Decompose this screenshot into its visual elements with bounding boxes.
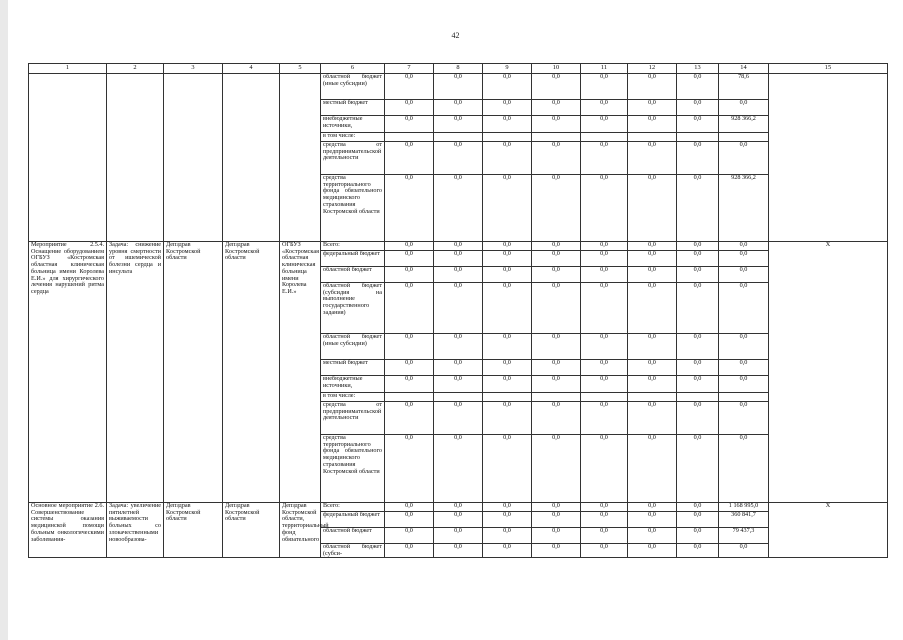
value-cell: 0,0 — [434, 242, 483, 251]
column-header: 10 — [532, 64, 581, 74]
column-header: 14 — [719, 64, 769, 74]
value-cell: 0,0 — [434, 74, 483, 100]
value-cell: 0,0 — [628, 360, 677, 376]
empty-cell — [164, 74, 223, 242]
value-cell: 0,0 — [434, 175, 483, 242]
value-cell: 0,0 — [532, 74, 581, 100]
value-cell: 0,0 — [628, 116, 677, 133]
funding-source: Всего: — [321, 242, 385, 251]
value-cell: 0,0 — [532, 528, 581, 544]
value-cell: 0,0 — [483, 74, 532, 100]
funding-source: в том числе: — [321, 393, 385, 402]
value-cell: 78,6 — [719, 74, 769, 100]
value-cell: 0,0 — [532, 544, 581, 558]
funding-source: средства от предпринимательской деятельности — [321, 142, 385, 175]
column-header: 7 — [385, 64, 434, 74]
value-cell: 0,0 — [483, 116, 532, 133]
funding-source: областной бюджет (субси- — [321, 544, 385, 558]
value-cell: 0,0 — [581, 116, 628, 133]
value-cell: 0,0 — [628, 376, 677, 393]
value-cell: 0,0 — [385, 376, 434, 393]
funding-source: областной бюджет (иные субсидии) — [321, 334, 385, 360]
value-cell: 0,0 — [434, 267, 483, 283]
column-header: 6 — [321, 64, 385, 74]
value-cell: 0,0 — [628, 334, 677, 360]
value-cell: 0,0 — [483, 544, 532, 558]
value-cell: 1 168 995,0 — [719, 503, 769, 512]
empty-cell — [29, 74, 107, 242]
value-cell: 0,0 — [532, 435, 581, 503]
value-cell: 0,0 — [483, 376, 532, 393]
page-number: 42 — [451, 31, 460, 40]
value-cell: 0,0 — [719, 334, 769, 360]
value-cell: 928 366,2 — [719, 116, 769, 133]
value-cell: 0,0 — [434, 402, 483, 435]
value-cell: 0,0 — [483, 242, 532, 251]
value-cell: 0,0 — [385, 242, 434, 251]
value-cell: 0,0 — [483, 503, 532, 512]
value-cell: 0,0 — [532, 100, 581, 116]
value-cell: 0,0 — [677, 544, 719, 558]
value-cell: 0,0 — [581, 544, 628, 558]
column-header: 3 — [164, 64, 223, 74]
value-cell: 0,0 — [628, 528, 677, 544]
value-cell: 0,0 — [385, 544, 434, 558]
value-cell: 0,0 — [677, 74, 719, 100]
value-cell: 0,0 — [483, 528, 532, 544]
value-cell: 0,0 — [434, 503, 483, 512]
value-cell: 0,0 — [385, 503, 434, 512]
value-cell: 0,0 — [628, 242, 677, 251]
value-cell: 0,0 — [483, 251, 532, 267]
value-cell: 0,0 — [719, 267, 769, 283]
value-cell: 0,0 — [532, 242, 581, 251]
value-cell: 0,0 — [677, 528, 719, 544]
value-cell: 0,0 — [581, 435, 628, 503]
value-cell: 0,0 — [434, 142, 483, 175]
value-cell: 0,0 — [483, 283, 532, 334]
value-cell: 0,0 — [434, 251, 483, 267]
funding-source: средства территориального фонда обязательного медицинского страхования Костромской области — [321, 175, 385, 242]
value-cell: 0,0 — [581, 74, 628, 100]
value-cell: 79 437,3 — [719, 528, 769, 544]
value-cell: 0,0 — [483, 175, 532, 242]
value-cell: 0,0 — [385, 402, 434, 435]
value-cell: 0,0 — [434, 116, 483, 133]
value-cell: 0,0 — [677, 503, 719, 512]
funding-source: федеральный бюджет — [321, 512, 385, 528]
value-cell: 0,0 — [677, 402, 719, 435]
value-cell: 0,0 — [385, 360, 434, 376]
column-15-mark: X — [769, 242, 888, 503]
value-cell: 0,0 — [581, 503, 628, 512]
value-cell: 0,0 — [483, 142, 532, 175]
co-executor: Депздрав Костромской области — [223, 242, 280, 503]
value-cell: 0,0 — [483, 512, 532, 528]
value-cell: 0,0 — [677, 512, 719, 528]
value-cell: 0,0 — [532, 512, 581, 528]
funding-source: областной бюджет (субсидия на выполнение государственного задания) — [321, 283, 385, 334]
responsible-executor: Депздрав Костромской области — [164, 503, 223, 558]
value-cell: 0,0 — [483, 435, 532, 503]
participant: Депздрав Костромской области, территориальный фонд обязательного — [280, 503, 321, 558]
value-cell: 0,0 — [434, 512, 483, 528]
value-cell: 0,0 — [581, 142, 628, 175]
value-cell: 0,0 — [677, 100, 719, 116]
column-header: 13 — [677, 64, 719, 74]
value-cell: 0,0 — [532, 334, 581, 360]
value-cell: 0,0 — [532, 142, 581, 175]
value-cell: 0,0 — [532, 267, 581, 283]
table-row — [29, 74, 888, 100]
empty-cell — [107, 74, 164, 242]
value-cell: 0,0 — [677, 175, 719, 242]
value-cell: 0,0 — [719, 360, 769, 376]
value-cell: 0,0 — [532, 503, 581, 512]
funding-source: внебюджетные источники, — [321, 376, 385, 393]
value-cell: 0,0 — [581, 376, 628, 393]
column-header: 12 — [628, 64, 677, 74]
value-cell: 0,0 — [434, 283, 483, 334]
value-cell: 0,0 — [483, 360, 532, 376]
empty-cell — [223, 74, 280, 242]
funding-source: областной бюджет (иные субсидии) — [321, 74, 385, 100]
value-cell: 0,0 — [581, 360, 628, 376]
value-cell: 0,0 — [385, 267, 434, 283]
table-body — [29, 74, 888, 558]
column-header: 1 — [29, 64, 107, 74]
value-cell: 0,0 — [385, 74, 434, 100]
value-cell: 0,0 — [385, 100, 434, 116]
funding-source: Всего: — [321, 503, 385, 512]
value-cell: 0,0 — [628, 283, 677, 334]
value-cell: 0,0 — [719, 544, 769, 558]
value-cell: 0,0 — [677, 251, 719, 267]
value-cell: 0,0 — [719, 435, 769, 503]
empty-cell — [280, 74, 321, 242]
value-cell: 0,0 — [719, 402, 769, 435]
value-cell: 0,0 — [628, 503, 677, 512]
value-cell: 0,0 — [628, 544, 677, 558]
value-cell: 0,0 — [628, 512, 677, 528]
value-cell: 0,0 — [628, 74, 677, 100]
participant: ОГБУЗ «Костромская областная клиническая больница имени Королева Е.И.» — [280, 242, 321, 503]
value-cell: 0,0 — [677, 283, 719, 334]
value-cell: 0,0 — [385, 435, 434, 503]
value-cell: 0,0 — [532, 251, 581, 267]
value-cell: 0,0 — [532, 283, 581, 334]
value-cell: 0,0 — [581, 512, 628, 528]
empty-cell — [769, 74, 888, 242]
value-cell: 0,0 — [434, 334, 483, 360]
value-cell: 0,0 — [628, 435, 677, 503]
value-cell: 0,0 — [581, 242, 628, 251]
value-cell: 0,0 — [483, 402, 532, 435]
value-cell: 0,0 — [434, 360, 483, 376]
document-page — [8, 0, 903, 640]
value-cell: 0,0 — [719, 283, 769, 334]
value-cell: 0,0 — [581, 251, 628, 267]
value-cell: 0,0 — [719, 251, 769, 267]
value-cell: 0,0 — [385, 528, 434, 544]
value-cell: 0,0 — [628, 251, 677, 267]
value-cell: 0,0 — [532, 175, 581, 242]
responsible-executor: Депздрав Костромской области — [164, 242, 223, 503]
value-cell: 0,0 — [385, 175, 434, 242]
value-cell: 0,0 — [677, 376, 719, 393]
activity-task: Задача: увеличение пятилетней выживаемости больных со злокачественными новообразова- — [107, 503, 164, 558]
column-header: 5 — [280, 64, 321, 74]
funding-source: местный бюджет — [321, 360, 385, 376]
value-cell: 0,0 — [385, 251, 434, 267]
co-executor: Депздрав Костромской области — [223, 503, 280, 558]
value-cell: 0,0 — [483, 334, 532, 360]
funding-source: местный бюджет — [321, 100, 385, 116]
value-cell: 0,0 — [677, 360, 719, 376]
column-number-row — [29, 64, 888, 74]
value-cell: 0,0 — [628, 100, 677, 116]
value-cell: 0,0 — [677, 334, 719, 360]
value-cell: 0,0 — [719, 376, 769, 393]
value-cell: 0,0 — [581, 528, 628, 544]
value-cell: 0,0 — [677, 116, 719, 133]
funding-source: областной бюджет — [321, 267, 385, 283]
value-cell: 0,0 — [532, 402, 581, 435]
value-cell: 0,0 — [385, 512, 434, 528]
value-cell: 0,0 — [628, 175, 677, 242]
funding-source: средства территориального фонда обязательного медицинского страхования Костромской области — [321, 435, 385, 503]
column-header: 2 — [107, 64, 164, 74]
value-cell: 0,0 — [677, 242, 719, 251]
funding-source: внебюджетные источники, — [321, 116, 385, 133]
activity-name: Основное мероприятие 2.6. Совершенствование системы оказания медицинской помощи больным онкологическими заболевания- — [29, 503, 107, 558]
activity-name: Мероприятие 2.5.4. Оснащение оборудованием ОГБУЗ «Костромская областная клиническая больница имени Королева Е.И.» для хирургического лечения нарушений ритма сердца — [29, 242, 107, 503]
value-cell: 0,0 — [719, 142, 769, 175]
funding-source: областной бюджет — [321, 528, 385, 544]
column-header: 4 — [223, 64, 280, 74]
value-cell: 0,0 — [385, 142, 434, 175]
value-cell: 0,0 — [483, 267, 532, 283]
value-cell: 0,0 — [434, 376, 483, 393]
column-header: 9 — [483, 64, 532, 74]
column-header: 15 — [769, 64, 888, 74]
value-cell: 0,0 — [677, 267, 719, 283]
value-cell: 0,0 — [581, 283, 628, 334]
value-cell: 0,0 — [719, 242, 769, 251]
value-cell: 0,0 — [581, 175, 628, 242]
column-header: 8 — [434, 64, 483, 74]
value-cell: 0,0 — [532, 376, 581, 393]
value-cell: 0,0 — [581, 334, 628, 360]
value-cell: 0,0 — [385, 116, 434, 133]
column-15-mark: X — [769, 503, 888, 558]
budget-table — [28, 63, 888, 558]
value-cell: 0,0 — [385, 334, 434, 360]
value-cell: 0,0 — [434, 544, 483, 558]
value-cell: 0,0 — [581, 402, 628, 435]
value-cell: 0,0 — [677, 435, 719, 503]
column-header: 11 — [581, 64, 628, 74]
activity-task: Задача: снижение уровня смертности от ишемической болезни сердца и инсульта — [107, 242, 164, 503]
value-cell: 0,0 — [628, 267, 677, 283]
value-cell: 0,0 — [532, 116, 581, 133]
value-cell: 0,0 — [628, 142, 677, 175]
value-cell: 0,0 — [628, 402, 677, 435]
value-cell: 0,0 — [581, 100, 628, 116]
value-cell: 0,0 — [434, 528, 483, 544]
value-cell: 0,0 — [532, 360, 581, 376]
value-cell: 0,0 — [581, 267, 628, 283]
value-cell: 360 841,7 — [719, 512, 769, 528]
value-cell: 928 366,2 — [719, 175, 769, 242]
value-cell: 0,0 — [719, 100, 769, 116]
funding-source: средства от предпринимательской деятельности — [321, 402, 385, 435]
funding-source: в том числе: — [321, 133, 385, 142]
value-cell: 0,0 — [434, 435, 483, 503]
value-cell: 0,0 — [434, 100, 483, 116]
value-cell: 0,0 — [483, 100, 532, 116]
funding-source: федеральный бюджет — [321, 251, 385, 267]
value-cell: 0,0 — [385, 283, 434, 334]
value-cell: 0,0 — [677, 142, 719, 175]
